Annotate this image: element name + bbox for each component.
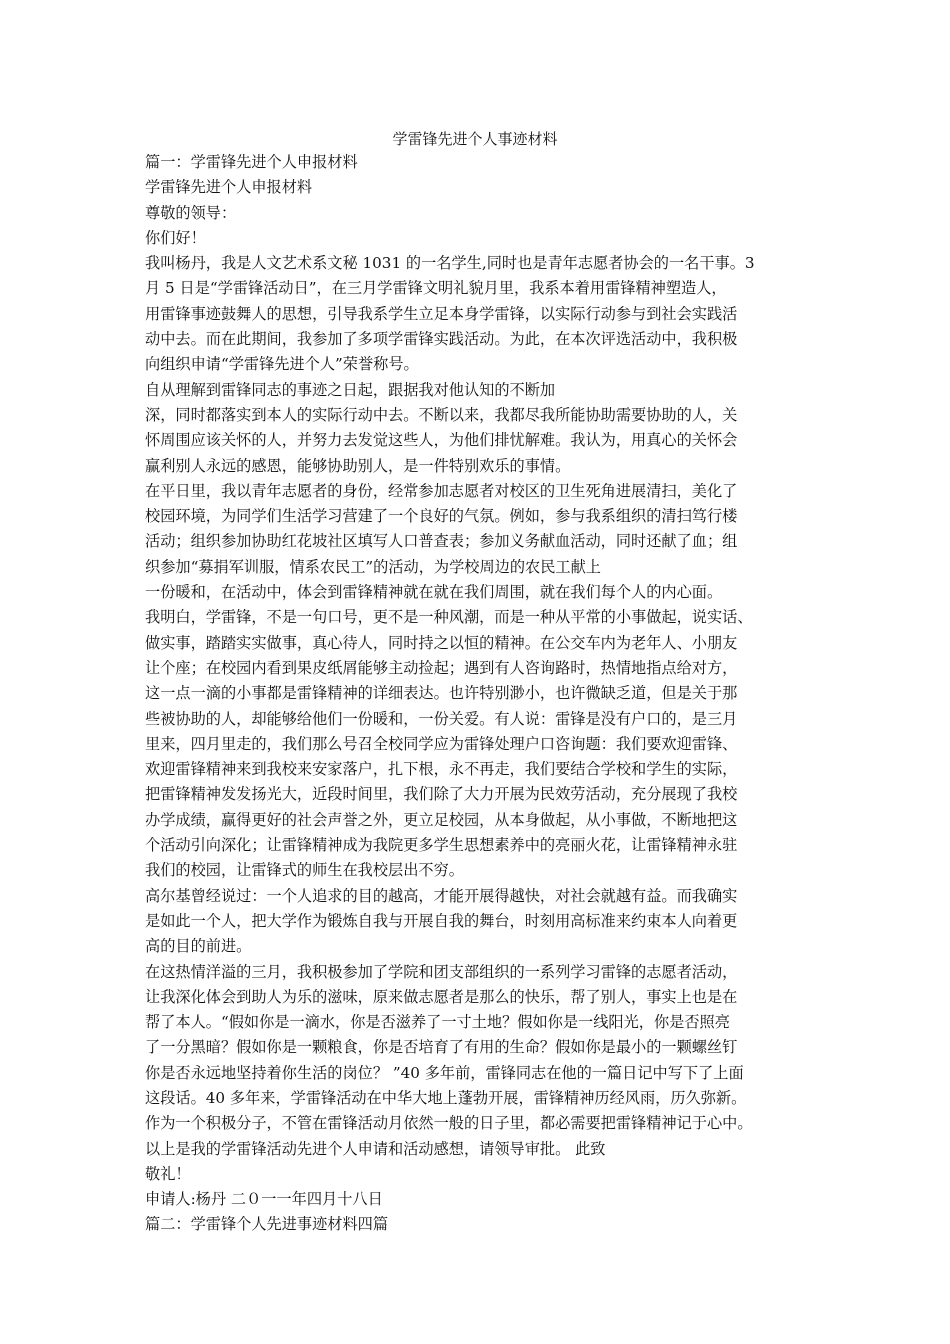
document-body — [145, 150, 825, 1238]
body-line: 我明白，学雷锋，不是一句口号，更不是一种风潮，而是一种从平常的小事做起，说实话、 — [145, 608, 753, 627]
body-line: 你是否永远地坚持着你生活的岗位？ ”40 多年前，雷锋同志在他的一篇日记中写下了上面 — [145, 1063, 744, 1082]
body-line: 把雷锋精神发发扬光大，近段时间里，我们除了大力开展为民效劳活动，充分展现了我校 — [145, 785, 738, 804]
body-line: 作为一个积极分子，不管在雷锋活动月依然一般的日子里，都必需要把雷锋精神记于心中。 — [145, 1114, 753, 1133]
body-line: 申请人:杨丹 二０一一年四月十八日 — [145, 1190, 383, 1209]
body-line: 些被协助的人，却能够给他们一份暖和，一份关爱。有人说：雷锋是没有户口的，是三月 — [145, 709, 738, 728]
document-title: 学雷锋先进个人事迹材料 — [392, 130, 558, 148]
body-line: 里来，四月里走的，我们那么号召全校同学应为雷锋处理户口咨询题：我们要欢迎雷锋、 — [145, 734, 738, 753]
body-line: 这段话。40 多年来，学雷锋活动在中华大地上蓬勃开展，雷锋精神历经风雨，历久弥新。 — [145, 1088, 747, 1107]
body-line: 怀周围应该关怀的人，并努力去发觉这些人，为他们排忧解难。我认为，用真心的关怀会 — [145, 431, 738, 450]
body-line: 办学成绩，赢得更好的社会声誉之外，更立足校园，从本身做起，从小事做，不断地把这 — [145, 810, 738, 829]
body-line: 一份暖和，在活动中，体会到雷锋精神就在就在我们周围，就在我们每个人的内心面。 — [145, 583, 723, 602]
body-line: 让我深化体会到助人为乐的滋味，原来做志愿者是那么的快乐，帮了别人，事实上也是在 — [145, 987, 738, 1006]
body-line: 学雷锋先进个人申报材料 — [145, 178, 313, 197]
body-line: 在这热情洋溢的三月，我积极参加了学院和团支部组织的一系列学习雷锋的志愿者活动， — [145, 962, 738, 981]
body-line: 深，同时都落实到本人的实际行动中去。不断以来，我都尽我所能协助需要协助的人，关 — [145, 405, 738, 424]
body-line: 欢迎雷锋精神来到我校来安家落户，扎下根，永不再走，我们要结合学校和学生的实际， — [145, 760, 738, 779]
body-line: 是如此一个人，把大学作为锻炼自我与开展自我的舞台，时刻用高标准来约束本人向着更 — [145, 911, 738, 930]
body-line: 月 5 日是“学雷锋活动日”，在三月学雷锋文明礼貌月里，我系本着用雷锋精神塑造人， — [145, 279, 727, 298]
body-line: 赢利别人永远的感恩，能够协助别人，是一件特别欢乐的事情。 — [145, 456, 571, 475]
body-line: 篇二：学雷锋个人先进事迹材料四篇 — [145, 1215, 388, 1234]
body-line: 你们好！ — [145, 228, 206, 247]
body-line: 尊敬的领导： — [145, 203, 237, 222]
body-line: 篇一：学雷锋先进个人申报材料 — [145, 153, 358, 171]
body-line: 向组织申请“学雷锋先进个人”荣誉称号。 — [145, 355, 419, 374]
body-line: 在平日里，我以青年志愿者的身份，经常参加志愿者对校区的卫生死角进展清扫，美化了 — [145, 481, 738, 500]
body-line: 以上是我的学雷锋活动先进个人申请和活动感想，请领导审批。 此致 — [145, 1139, 606, 1158]
body-line: 敬礼！ — [145, 1164, 191, 1183]
body-line: 自从理解到雷锋同志的事迹之日起，跟据我对他认知的不断加 — [145, 380, 556, 399]
body-line: 高的目的前进。 — [145, 937, 252, 956]
body-line: 织参加“募捐军训服，情系农民工”的活动，为学校周边的农民工献上 — [145, 557, 601, 576]
body-line: 做实事，踏踏实实做事，真心待人，同时持之以恒的精神。在公交车内为老年人、小朋友 — [145, 633, 738, 652]
body-line: 了一分黑暗？假如你是一颗粮食，你是否培育了有用的生命？假如你是最小的一颗螺丝钉 — [145, 1038, 738, 1057]
body-line: 帮了本人。“假如你是一滴水，你是否滋养了一寸土地？假如你是一线阳光，你是否照亮 — [145, 1013, 730, 1032]
body-line: 动中去。而在此期间，我参加了多项学雷锋实践活动。为此，在本次评选活动中，我积极 — [145, 330, 738, 349]
body-line: 让个座；在校园内看到果皮纸屑能够主动捡起；遇到有人咨询路时，热情地指点给对方， — [145, 658, 738, 677]
body-line: 这一点一滴的小事都是雷锋精神的详细表达。也许特别渺小，也许微缺乏道，但是关于那 — [145, 684, 738, 703]
body-line: 高尔基曾经说过：一个人追求的目的越高，才能开展得越快，对社会就越有益。而我确实 — [145, 886, 738, 905]
body-line: 用雷锋事迹鼓舞人的思想，引导我系学生立足本身学雷锋，以实际行动参与到社会实践活 — [145, 304, 738, 323]
body-line: 校园环境，为同学们生活学习营建了一个良好的气氛。例如，参与我系组织的清扫笃行楼 — [145, 507, 738, 526]
body-line: 我叫杨丹，我是人文艺术系文秘 1031 的一名学生,同时也是青年志愿者协会的一名干事。3 — [145, 254, 755, 273]
body-line: 个活动引向深化；让雷锋精神成为我院更多学生思想素养中的亮丽火花，让雷锋精神永驻 — [145, 836, 738, 855]
body-line: 活动；组织参加协助红花坡社区填写人口普查表；参加义务献血活动，同时还献了血；组 — [145, 532, 738, 551]
body-line: 我们的校园，让雷锋式的师生在我校层出不穷。 — [145, 861, 464, 880]
